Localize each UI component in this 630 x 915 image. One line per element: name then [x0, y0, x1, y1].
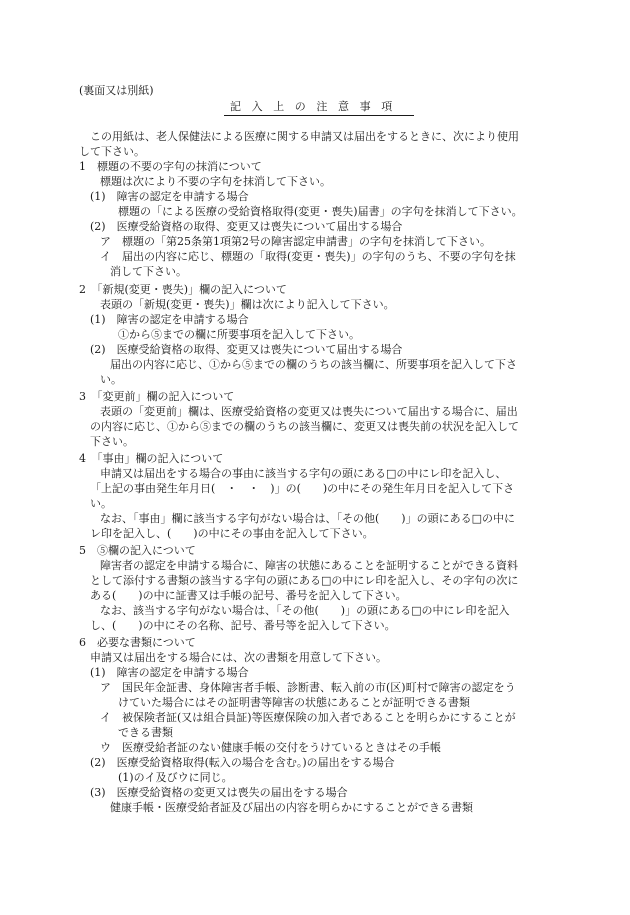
subsection-heading: (1) 障害の認定を申請する場合 — [90, 666, 249, 679]
header-note: (裏面又は別紙) — [79, 84, 154, 97]
subsection-heading: (3) 医療受給資格の変更又は喪失の届出をする場合 — [90, 786, 348, 799]
body-line: ある( )の中に証書又は手帳の記号、番号を記入して下さい。 — [90, 589, 407, 602]
list-item: ウ 医療受給者証のない健康手帳の交付をうけているときはその手帳 — [100, 741, 441, 754]
body-line: 届出の内容に応じ、①から⑤までの欄のうちの該当欄に、所要事項を記入して下さ — [110, 358, 517, 371]
subsection-heading: (2) 医療受給資格の取得、変更又は喪失について届出する場合 — [90, 343, 403, 356]
list-item: ア 国民年金証書、身体障害者手帳、診断書、転入前の市(区)町村で障害の認定をう — [100, 681, 516, 694]
body-line: 「上記の事由発生年月日( ・ ・ )」の( )の中にその発生年月日を記入して下さ — [90, 482, 515, 495]
body-line: ①から⑤までの欄に所要事項を記入して下さい。 — [118, 328, 360, 341]
body-line: なお、該当する字句がない場合は、「その他( )」の頭にある□の中にレ印を記入 — [100, 604, 510, 617]
body-line: 標題の「による医療の受給資格取得(変更・喪失)届書」の字句を抹消して下さい。 — [118, 205, 523, 218]
section-heading: 1 標題の不要の字句の抹消について — [79, 160, 262, 173]
body-line: けていた場合にはその証明書等障害の状態にあることが証明できる書類 — [118, 696, 470, 709]
section-heading: 4 「事由」欄の記入について — [79, 452, 224, 465]
body-line: 健康手帳・医療受給者証及び届出の内容を明らかにすることができる書類 — [110, 801, 473, 814]
body-line: レ印を記入し、( )の中にその事由を記入して下さい。 — [90, 527, 374, 540]
body-line: 申請又は届出をする場合の事由に該当する字句の頭にある□の中にレ印を記入し、 — [100, 467, 507, 480]
body-line: この用紙は、老人保健法による医療に関する申請又は届出をするときに、次により使用 — [90, 130, 519, 143]
body-line: なお、「事由」欄に該当する字句がない場合は、「その他( )」の頭にある□の中に — [100, 512, 515, 525]
list-item: イ 届出の内容に応じ、標題の「取得(変更・喪失)」の字句のうち、不要の字句を抹 — [100, 250, 516, 263]
section-heading: 3 「変更前」欄の記入について — [79, 390, 235, 403]
body-line: 障害者の認定を申請する場合に、障害の状態にあることを証明することができる資料 — [100, 559, 518, 572]
body-line: 表頭の「変更前」欄は、医療受給資格の変更又は喪失について届出する場合に、届出 — [100, 405, 518, 418]
body-line: の内容に応じ、①から⑤までの欄のうちの該当欄に、変更又は喪失前の状況を記入して — [90, 420, 519, 433]
title-underline — [224, 115, 414, 116]
subsection-heading: (1) 障害の認定を申請する場合 — [90, 190, 249, 203]
body-line: 下さい。 — [90, 435, 134, 448]
body-line: (1)のイ及びウに同じ。 — [118, 771, 233, 784]
document-title: 記入上の注意事項 — [230, 100, 403, 113]
section-heading: 6 必要な書類について — [79, 636, 196, 649]
subsection-heading: (2) 医療受給資格取得(転入の場合を含む。)の届出をする場合 — [90, 756, 395, 769]
body-line: 表頭の「新規(変更・喪失)」欄は次により記入して下さい。 — [100, 298, 395, 311]
body-line: できる書類 — [118, 726, 173, 739]
body-line: 消して下さい。 — [110, 265, 187, 278]
body-line: 標題は次により不要の字句を抹消して下さい。 — [100, 175, 331, 188]
section-heading: 5 ⑤欄の記入について — [79, 544, 196, 557]
body-line: し、( )の中にその名称、記号、番号等を記入して下さい。 — [90, 619, 396, 632]
body-line: い。 — [100, 373, 122, 386]
body-line: して下さい。 — [79, 145, 145, 158]
body-line: 申請又は届出をする場合には、次の書類を用意して下さい。 — [90, 651, 387, 664]
body-line: として添付する書類の該当する字句の頭にある□の中にレ印を記入し、その字句の次に — [90, 574, 519, 587]
body-line: い。 — [90, 497, 112, 510]
section-heading: 2 「新規(変更・喪失)」欄の記入について — [79, 283, 287, 296]
list-item: ア 標題の「第25条第1項第2号の障害認定申請書」の字句を抹消して下さい。 — [100, 235, 491, 248]
list-item: イ 被保険者証(又は組合員証)等医療保険の加入者であることを明らかにすることが — [100, 711, 516, 724]
subsection-heading: (2) 医療受給資格の取得、変更又は喪失について届出する場合 — [90, 220, 403, 233]
subsection-heading: (1) 障害の認定を申請する場合 — [90, 313, 249, 326]
